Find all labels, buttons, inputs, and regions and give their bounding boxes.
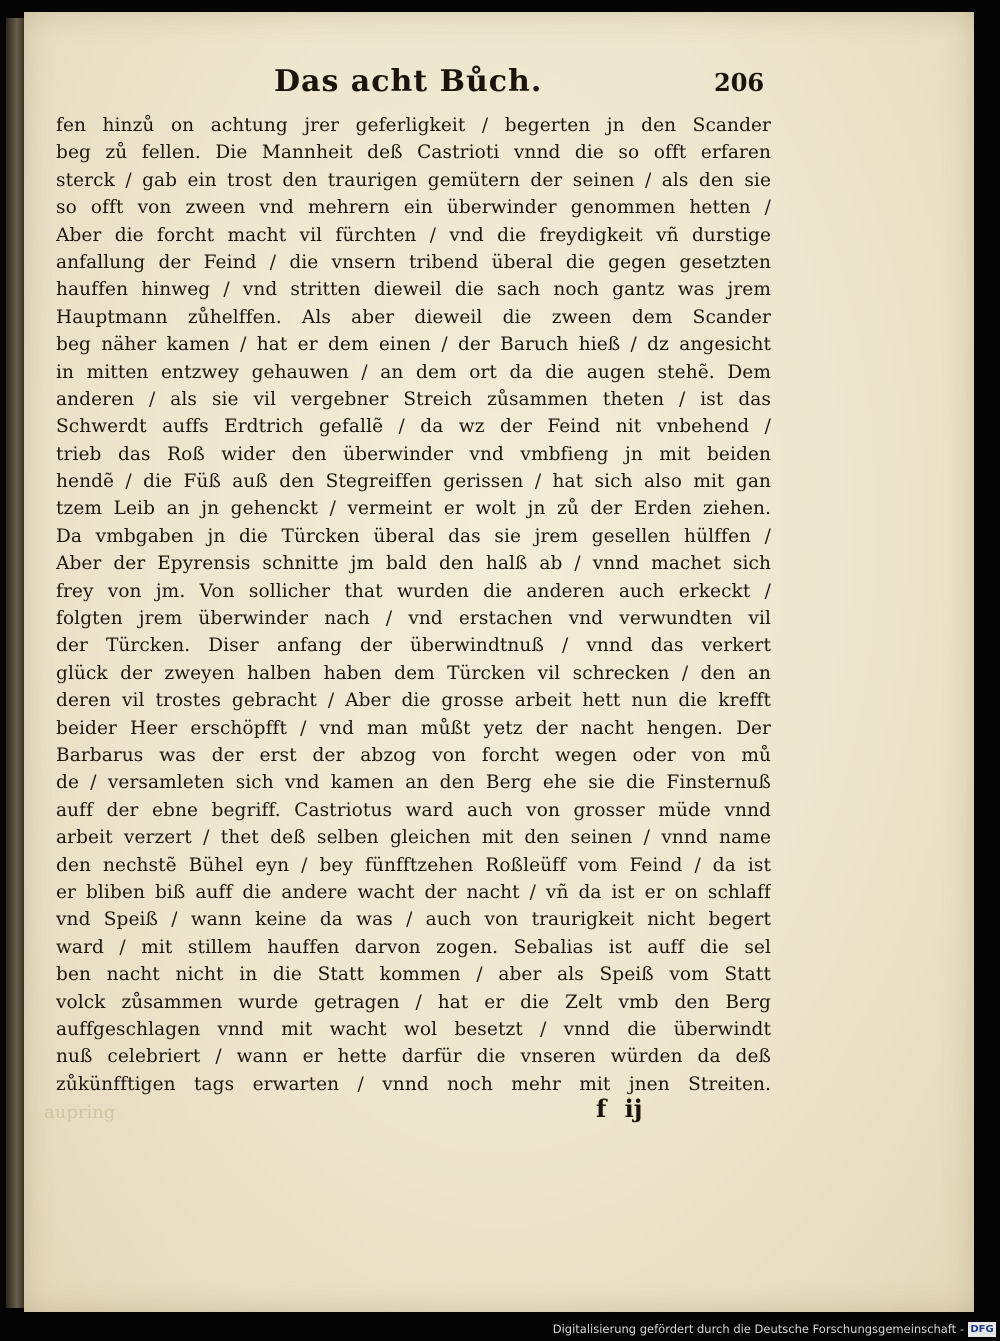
text-line: deren vil trostes gebracht / Aber die grosse arbeit hett nun die krefft <box>56 690 771 712</box>
text-line: tzem Leib an jn gehenckt / vermeint er wolt jn zů der Erden ziehen. <box>56 498 771 520</box>
text-line: Da vmbgaben jn die Türcken überal das sie jrem gesellen hülffen / <box>56 525 771 547</box>
text-line: arbeit verzert / thet deß selben gleichen mit den seinen / vnnd name <box>56 827 771 849</box>
text-line: beg zů fellen. Die Mannheit deß Castrioti vnnd die so offt erfaren <box>56 142 771 164</box>
text-line: beg näher kamen / hat er dem einen / der Baruch hieß / dz angesicht <box>56 334 771 356</box>
text-line: nuß celebriert / wann er hette darfür die vnseren würden da deß <box>56 1046 771 1068</box>
page-bottom <box>24 1094 974 1134</box>
text-line: so offt von zween vnd mehrern ein überwinder genommen hetten / <box>56 197 771 219</box>
text-line: den nechstẽ Bühel eyn / bey fünfftzehen Roßleüff vom Feind / da ist <box>56 854 771 876</box>
text-line: Aber der Epyrensis schnitte jm bald den halß ab / vnnd machet sich <box>56 553 771 575</box>
text-line: Barbarus was der erst der abzog von forcht wegen oder von mů <box>56 744 771 766</box>
text-line: in mitten entzwey gehauwen / an dem ort da die augen stehẽ. Dem <box>56 361 771 383</box>
text-line: Aber die forcht macht vil fürchten / vnd die freydigkeit vñ durstige <box>56 224 771 246</box>
text-line: hauffen hinweg / vnd stritten dieweil die sach noch gantz was jrem <box>56 279 771 301</box>
text-line: anfallung der Feind / die vnsern tribend überal die gegen gesetzten <box>56 251 771 273</box>
text-line: de / versamleten sich vnd kamen an den Berg ehe sie die Finsternuß <box>56 772 771 794</box>
text-line: volck zůsammen wurde getragen / hat er die Zelt vmb den Berg <box>56 991 771 1013</box>
text-line: folgten jrem überwinder nach / vnd erstachen vnd verwundten vil <box>56 608 771 630</box>
text-line: auff der ebne begriff. Castriotus ward auch von grosser müde vnnd <box>56 799 771 821</box>
text-line: beider Heer erschöpfft / vnd man můßt yetz der nacht hengen. Der <box>56 717 771 739</box>
book-page <box>24 12 974 1312</box>
text-line: auffgeschlagen vnnd mit wacht wol besetzt / vnnd die überwindt <box>56 1018 771 1040</box>
text-line: glück der zweyen halben haben dem Türcken vil schrecken / den an <box>56 662 771 684</box>
faint-stamp: aupring <box>44 1102 116 1123</box>
running-title: Das acht Bůch. <box>274 64 543 99</box>
page-header <box>24 64 974 112</box>
page-number: 206 <box>714 68 765 97</box>
dfg-logo: DFG <box>968 1322 996 1337</box>
signature-mark: f ij <box>596 1094 643 1123</box>
text-line: der Türcken. Diser anfang der überwindtnuß / vnnd das verkert <box>56 635 771 657</box>
text-line: vnd Speiß / wann keine da was / auch von traurigkeit nicht begert <box>56 909 771 931</box>
text-line: trieb das Roß wider den überwinder vnd vmbfieng jn mit beiden <box>56 443 771 465</box>
text-line: ben nacht nicht in die Statt kommen / aber als Speiß vom Statt <box>56 964 771 986</box>
text-line: ward / mit stillem hauffen darvon zogen. Sebalias ist auff die sel <box>56 936 771 958</box>
text-line: sterck / gab ein trost den traurigen gemütern der seinen / als den sie <box>56 169 771 191</box>
footer-credit: Digitalisierung gefördert durch die Deutsche Forschungsgemeinschaft - <box>552 1322 964 1336</box>
page-edge <box>6 18 24 1308</box>
body-text <box>56 112 771 1098</box>
text-line: Hauptmann zůhelffen. Als aber dieweil die zween dem Scander <box>56 306 771 328</box>
text-line: zůkünfftigen tags erwarten / vnnd noch mehr mit jnen Streiten. <box>56 1073 771 1095</box>
text-line: er bliben biß auff die andere wacht der nacht / vñ da ist er on schlaff <box>56 881 771 903</box>
text-line: hendẽ / die Füß auß den Stegreiffen gerissen / hat sich also mit gan <box>56 471 771 493</box>
text-line: frey von jm. Von sollicher that wurden die anderen auch erkeckt / <box>56 580 771 602</box>
text-line: fen hinzů on achtung jrer geferligkeit / begerten jn den Scander <box>56 115 771 136</box>
text-line: Schwerdt auffs Erdtrich gefallẽ / da wz der Feind nit vnbehend / <box>56 416 771 438</box>
digitization-footer <box>0 1319 1000 1341</box>
text-line: anderen / als sie vil vergebner Streich zůsammen theten / ist das <box>56 388 771 410</box>
